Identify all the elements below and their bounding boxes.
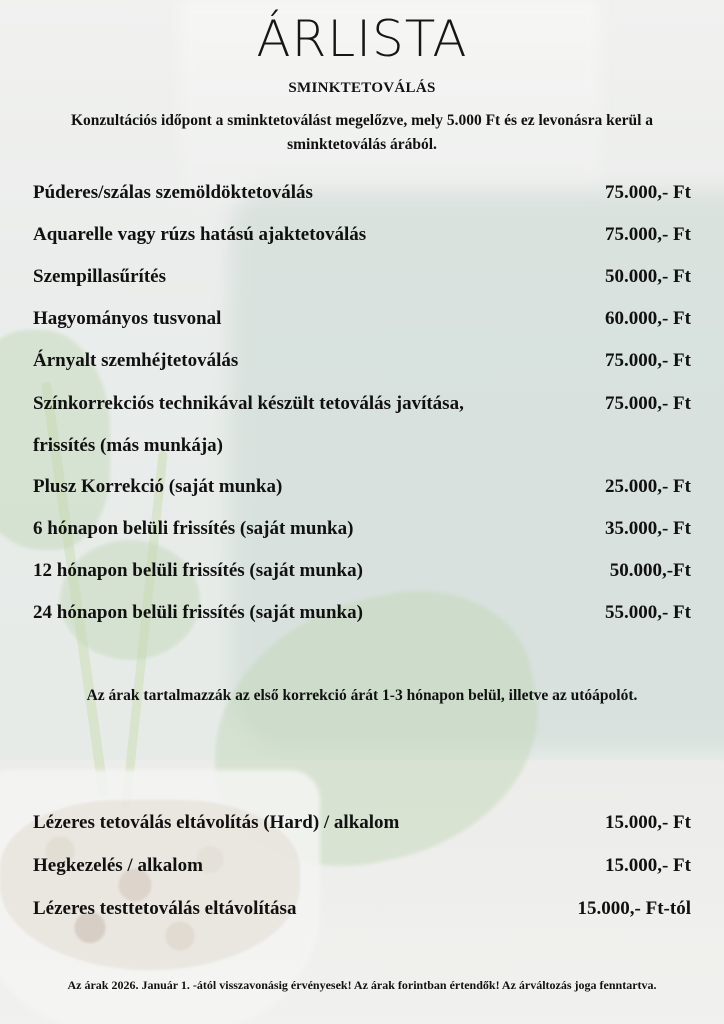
service-name: 12 hónapon belüli frissítés (saját munka) (33, 560, 363, 581)
service-name: Púderes/szálas szemöldöktetoválás (33, 182, 313, 203)
price-row (33, 215, 691, 257)
price-row (33, 889, 691, 932)
price-note: Az árak tartalmazzák az első korrekció árát 1-3 hónapon belül, illetve az utóápolót. (86, 687, 638, 704)
service-name: Hegkezelés / alkalom (33, 855, 203, 876)
service-name: 6 hónapon belüli frissítés (saját munka) (33, 518, 354, 539)
service-name: Színkorrekciós technikával készült tetoválás javítása, frissítés (más munkája) (33, 393, 464, 456)
validity-footer: Az árak 2026. Január 1. -ától visszavonásig érvényesek! Az árak forintban értendők! Az árváltozás joga fenntartva. (67, 978, 657, 992)
price-row (33, 467, 691, 509)
price-row (33, 846, 691, 889)
price-row (33, 593, 691, 635)
services-price-list (33, 173, 691, 635)
service-name: Árnyalt szemhéjtetoválás (33, 350, 239, 371)
price-row (33, 803, 691, 846)
price-row (33, 383, 691, 467)
service-price: 25.000,- Ft (604, 476, 691, 497)
service-price: 75.000,- Ft (604, 350, 691, 371)
service-price: 15.000,- Ft-tól (577, 898, 691, 919)
price-row (33, 299, 691, 341)
intro-text: Konzultációs időpont a sminktetoválást megelőzve, mely 5.000 Ft és ez levonásra kerül a sminktetoválás árából. (70, 112, 654, 153)
service-price: 15.000,- Ft (604, 812, 691, 833)
price-row (33, 173, 691, 215)
service-name: Lézeres testtetoválás eltávolítása (33, 898, 297, 919)
price-row (33, 551, 691, 593)
removal-price-list (33, 803, 691, 932)
service-name: Hagyományos tusvonal (33, 308, 222, 329)
service-price: 35.000,- Ft (604, 518, 691, 539)
service-price: 75.000,- Ft (604, 393, 691, 414)
service-price: 75.000,- Ft (604, 224, 691, 245)
service-name: 24 hónapon belüli frissítés (saját munka) (33, 602, 363, 623)
section-subtitle: SMINKTETOVÁLÁS (288, 80, 436, 96)
service-name: Lézeres tetoválás eltávolítás (Hard) / alkalom (33, 812, 400, 833)
page-title: ÁRLISTA (256, 10, 468, 68)
service-price: 50.000,-Ft (609, 560, 691, 581)
service-name: Aquarelle vagy rúzs hatású ajaktetoválás (33, 224, 367, 245)
service-name: Plusz Korrekció (saját munka) (33, 476, 283, 497)
price-row (33, 257, 691, 299)
service-price: 50.000,- Ft (604, 266, 691, 287)
service-price: 60.000,- Ft (604, 308, 691, 329)
price-row (33, 509, 691, 551)
service-price: 55.000,- Ft (604, 602, 691, 623)
service-price: 75.000,- Ft (604, 182, 691, 203)
service-price: 15.000,- Ft (604, 855, 691, 876)
price-row (33, 341, 691, 383)
service-name: Szempillasűrítés (33, 266, 166, 287)
